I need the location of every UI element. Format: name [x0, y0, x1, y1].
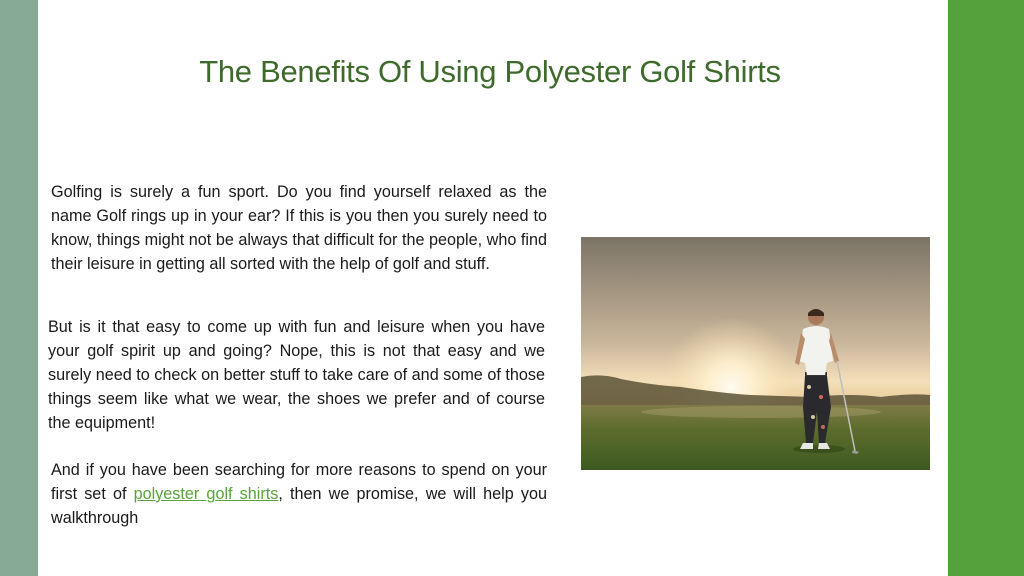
paragraph-intro: Golfing is surely a fun sport. Do you find yourself relaxed as the name Golf rings up in your ear? If this is you then you surely need to know, things might not be always that difficult for the people, who find their leisure in getting all sorted with the help of golf and stuff.: [51, 183, 547, 273]
paragraph-reasons-end: , then we promise, we will help you walkthrough: [51, 485, 548, 527]
polyester-golf-shirts-link[interactable]: polyester golf shirts: [133, 485, 279, 503]
paragraph-leisure: But is it that easy to come up with fun and leisure when you have your golf spirit up and going? Nope, this is not that easy and we surely need to check on better stuff to take care of and some of those things seem like what we wear, the shoes we prefer and of course the equipment!: [48, 318, 545, 432]
paragraph-reasons-start: And if you have been searching for more reasons to spend on your first set of: [51, 461, 547, 503]
golfer-sunset-photo: [581, 237, 930, 470]
slide-title: The Benefits Of Using Polyester Golf Shirts: [199, 54, 781, 89]
right-accent-bar: [948, 0, 1024, 576]
paragraph-reasons: [51, 458, 547, 530]
left-accent-bar: [0, 0, 38, 576]
